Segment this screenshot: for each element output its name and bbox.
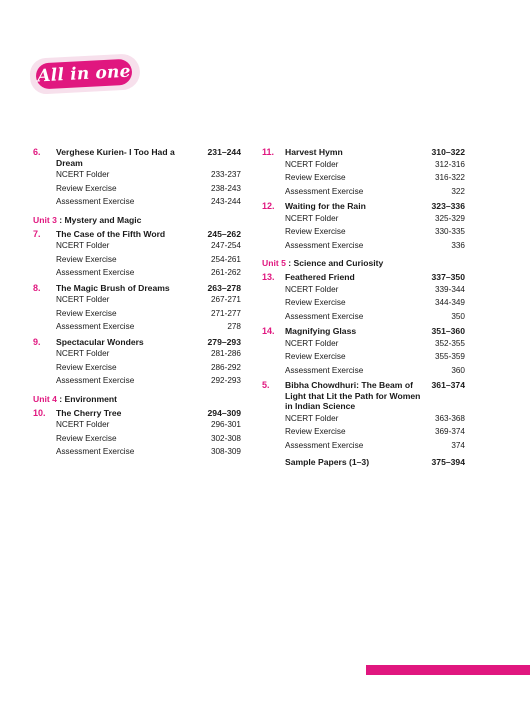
subsection-label: Assessment Exercise xyxy=(56,268,135,277)
brand-logo-text: All in one xyxy=(36,61,132,87)
subsection-pages: 336 xyxy=(451,240,465,250)
subsection-pages: 254-261 xyxy=(210,254,241,264)
subsection-label: Assessment Exercise xyxy=(285,240,364,250)
sample-papers-pages: 375–394 xyxy=(431,457,465,467)
chapter-number: 14. xyxy=(262,326,275,336)
unit-heading xyxy=(262,258,465,269)
subsection-pages: 271-277 xyxy=(210,308,241,318)
subsection-pages: 325-329 xyxy=(434,213,465,223)
toc-subsection[interactable] xyxy=(33,266,241,280)
unit-separator: : xyxy=(56,393,65,404)
toc-subsection[interactable] xyxy=(33,168,241,182)
chapter-number: 12. xyxy=(262,201,275,211)
unit-heading xyxy=(33,215,241,226)
toc-right-column xyxy=(262,144,465,468)
subsection-pages: 369-374 xyxy=(434,427,465,436)
subsection-label: Review Exercise xyxy=(285,227,346,236)
unit-title: Environment xyxy=(64,393,118,404)
subsection-label: NCERT Folder xyxy=(285,284,339,294)
toc-chapter[interactable] xyxy=(262,201,465,212)
subsection-pages: 292-293 xyxy=(210,376,241,385)
toc-subsection[interactable] xyxy=(262,212,465,226)
subsection-pages: 344-349 xyxy=(434,298,465,307)
brand-logo-badge xyxy=(35,59,132,90)
subsection-pages: 296-301 xyxy=(210,420,241,429)
subsection-label: NCERT Folder xyxy=(285,338,339,348)
toc-subsection[interactable] xyxy=(33,418,241,432)
subsection-label: Review Exercise xyxy=(285,352,346,361)
subsection-pages: 330-335 xyxy=(434,227,465,236)
unit-title: Mystery and Magic xyxy=(64,214,142,225)
subsection-pages: 339-344 xyxy=(434,284,465,294)
subsection-label: NCERT Folder xyxy=(56,420,110,429)
subsection-label: Assessment Exercise xyxy=(56,447,135,456)
chapter-pages: 361–374 xyxy=(431,380,465,390)
subsection-label: NCERT Folder xyxy=(285,413,339,423)
toc-chapter[interactable] xyxy=(262,380,465,412)
toc-chapter[interactable] xyxy=(262,272,465,283)
toc-subsection[interactable] xyxy=(262,337,465,351)
chapter-number: 5. xyxy=(262,380,270,390)
toc-subsection[interactable] xyxy=(262,425,465,439)
toc-subsection[interactable] xyxy=(33,361,241,375)
subsection-label: Assessment Exercise xyxy=(56,197,135,206)
toc-subsection[interactable] xyxy=(262,364,465,378)
subsection-label: Review Exercise xyxy=(285,173,346,182)
chapter-number: 9. xyxy=(33,336,41,347)
chapter-pages: 337–350 xyxy=(431,272,465,282)
toc-subsection[interactable] xyxy=(33,195,241,209)
toc-chapter[interactable] xyxy=(33,229,241,240)
subsection-pages: 281-286 xyxy=(210,349,241,358)
chapter-title: Bibha Chowdhuri: The Beam of Light that Lit the Path for Women in Indian Science xyxy=(285,380,421,411)
chapter-number: 7. xyxy=(33,228,41,239)
subsection-pages: 286-292 xyxy=(210,362,241,372)
subsection-pages: 261-262 xyxy=(210,268,241,277)
subsection-pages: 238-243 xyxy=(210,183,241,193)
subsection-pages: 267-271 xyxy=(210,295,241,304)
toc-subsection[interactable] xyxy=(33,182,241,196)
subsection-pages: 350 xyxy=(451,311,465,321)
subsection-pages: 243-244 xyxy=(210,197,241,206)
subsection-pages: 233-237 xyxy=(210,170,241,179)
subsection-label: Review Exercise xyxy=(56,433,117,443)
brand-logo xyxy=(29,53,141,95)
subsection-label: Assessment Exercise xyxy=(285,440,364,450)
chapter-title: The Case of the Fifth Word xyxy=(56,228,166,239)
toc-subsection[interactable] xyxy=(262,350,465,364)
subsection-pages: 374 xyxy=(451,440,465,450)
subsection-pages: 278 xyxy=(227,322,241,331)
subsection-pages: 247-254 xyxy=(210,241,241,250)
subsection-label: Review Exercise xyxy=(56,254,117,264)
toc-subsection[interactable] xyxy=(262,158,465,172)
chapter-title: Waiting for the Rain xyxy=(285,201,366,211)
subsection-label: Assessment Exercise xyxy=(285,365,364,375)
subsection-pages: 322 xyxy=(451,186,465,196)
toc-subsection[interactable] xyxy=(262,439,465,453)
unit-title: Science and Curiosity xyxy=(293,258,384,268)
subsection-label: Assessment Exercise xyxy=(56,376,135,385)
unit-label: Unit 4 xyxy=(33,393,57,404)
subsection-label: NCERT Folder xyxy=(285,159,339,169)
toc-subsection[interactable] xyxy=(33,445,241,459)
chapter-pages: 294–309 xyxy=(207,407,241,418)
chapter-title: Verghese Kurien- I Too Had a Dream xyxy=(56,147,175,168)
chapter-pages: 231–244 xyxy=(207,147,241,157)
chapter-title: Feathered Friend xyxy=(285,272,355,282)
toc-subsection[interactable] xyxy=(33,239,241,253)
chapter-title: The Magic Brush of Dreams xyxy=(56,282,170,293)
toc-chapter[interactable] xyxy=(33,337,241,348)
subsection-label: NCERT Folder xyxy=(285,213,339,223)
chapter-title: The Cherry Tree xyxy=(56,407,122,418)
sample-papers-label: Sample Papers (1–3) xyxy=(285,457,370,467)
toc-chapter[interactable] xyxy=(262,147,465,158)
chapter-title: Magnifying Glass xyxy=(285,326,357,336)
footer-accent-bar xyxy=(366,665,530,675)
chapter-pages: 245–262 xyxy=(207,228,241,239)
chapter-title: Spectacular Wonders xyxy=(56,336,144,347)
toc-subsection[interactable] xyxy=(262,412,465,426)
chapter-pages: 351–360 xyxy=(431,326,465,336)
toc-left-column xyxy=(33,144,241,459)
toc-chapter[interactable] xyxy=(33,147,241,168)
toc-subsection[interactable] xyxy=(262,225,465,239)
subsection-pages: 308-309 xyxy=(210,447,241,456)
chapter-pages: 323–336 xyxy=(431,201,465,211)
unit-label: Unit 5 xyxy=(262,258,286,268)
toc-subsection[interactable] xyxy=(262,171,465,185)
subsection-label: Assessment Exercise xyxy=(285,311,364,321)
chapter-number: 8. xyxy=(33,282,41,293)
chapter-number: 13. xyxy=(262,272,275,282)
toc-subsection[interactable] xyxy=(262,283,465,297)
unit-separator: : xyxy=(56,214,65,225)
subsection-label: Review Exercise xyxy=(285,427,346,436)
subsection-label: Review Exercise xyxy=(56,308,117,318)
subsection-pages: 352-355 xyxy=(434,338,465,348)
toc-subsection[interactable] xyxy=(33,432,241,446)
subsection-label: NCERT Folder xyxy=(56,295,110,304)
subsection-label: NCERT Folder xyxy=(56,349,110,358)
subsection-pages: 360 xyxy=(451,365,465,375)
subsection-pages: 312-316 xyxy=(434,159,465,169)
toc-subsection[interactable] xyxy=(33,293,241,307)
subsection-label: Review Exercise xyxy=(56,362,117,372)
unit-separator: : xyxy=(285,258,294,268)
subsection-pages: 302-308 xyxy=(210,433,241,443)
chapter-pages: 263–278 xyxy=(207,282,241,293)
chapter-number: 10. xyxy=(33,407,46,418)
chapter-pages: 279–293 xyxy=(207,336,241,347)
subsection-label: Assessment Exercise xyxy=(285,186,364,196)
toc-sample-papers[interactable] xyxy=(262,457,465,468)
toc-chapter[interactable] xyxy=(33,408,241,419)
toc-subsection[interactable] xyxy=(33,253,241,267)
toc-chapter[interactable] xyxy=(262,326,465,337)
toc-subsection[interactable] xyxy=(33,320,241,334)
toc-subsection[interactable] xyxy=(33,307,241,321)
subsection-pages: 316-322 xyxy=(434,173,465,182)
subsection-label: NCERT Folder xyxy=(56,170,110,179)
toc-subsection[interactable] xyxy=(33,374,241,388)
toc-subsection[interactable] xyxy=(262,185,465,199)
unit-heading xyxy=(33,394,241,405)
toc-subsection[interactable] xyxy=(262,296,465,310)
toc-subsection[interactable] xyxy=(262,239,465,253)
chapter-title: Harvest Hymn xyxy=(285,147,343,157)
unit-label: Unit 3 xyxy=(33,214,57,225)
subsection-pages: 363-368 xyxy=(434,413,465,423)
subsection-label: Review Exercise xyxy=(285,298,346,307)
toc-subsection[interactable] xyxy=(262,310,465,324)
subsection-label: NCERT Folder xyxy=(56,241,110,250)
chapter-number: 6. xyxy=(33,147,41,157)
subsection-pages: 355-359 xyxy=(434,352,465,361)
toc-subsection[interactable] xyxy=(33,347,241,361)
subsection-label: Review Exercise xyxy=(56,183,117,193)
chapter-number: 11. xyxy=(262,147,275,157)
toc-chapter[interactable] xyxy=(33,283,241,294)
chapter-pages: 310–322 xyxy=(431,147,465,157)
subsection-label: Assessment Exercise xyxy=(56,322,135,331)
